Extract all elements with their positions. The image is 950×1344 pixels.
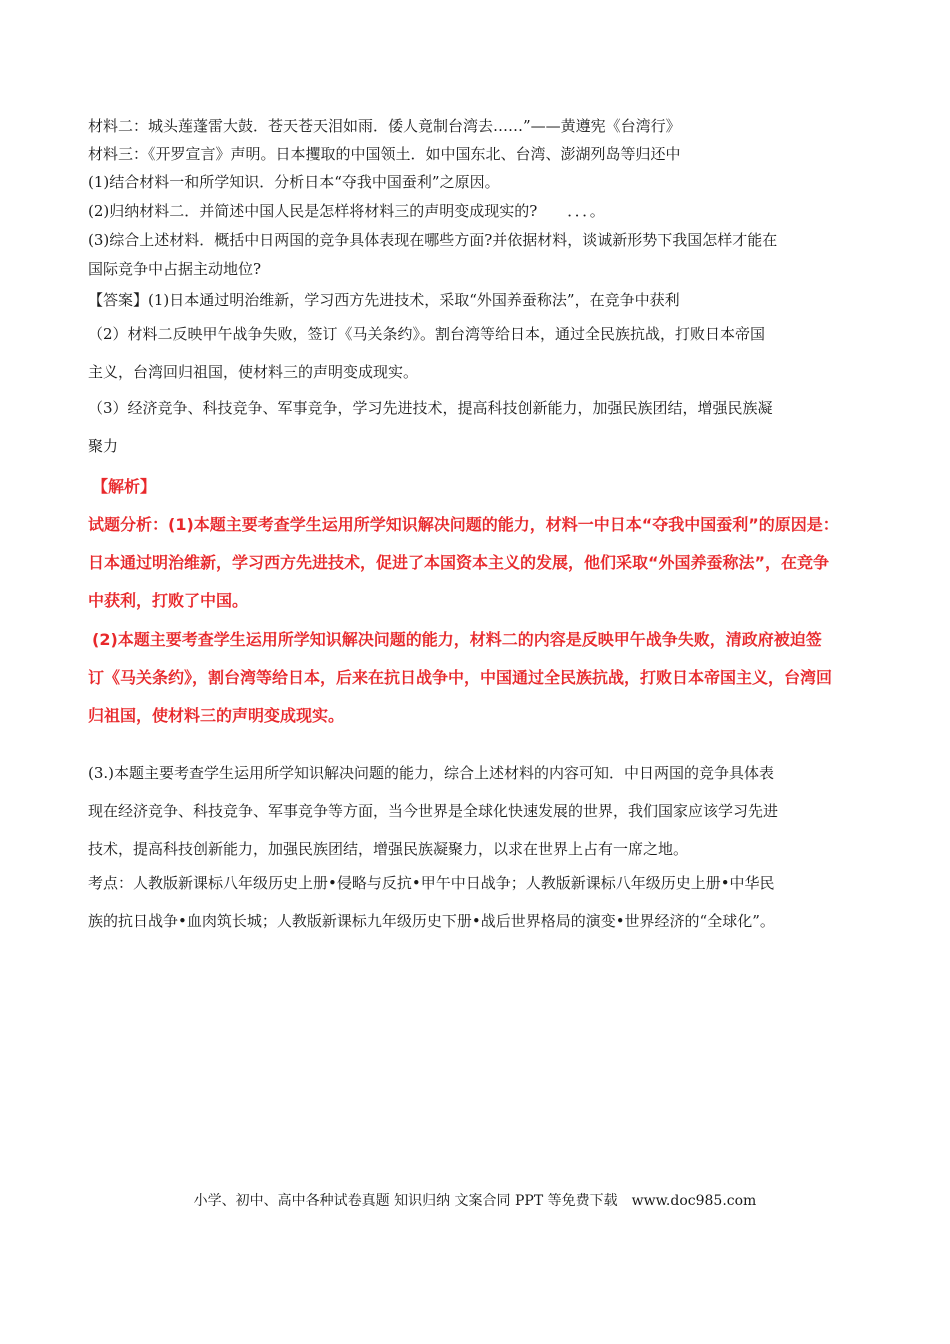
answer-three-line-2: 聚力 bbox=[88, 437, 119, 455]
material-two-line: 材料二：城头莲蓬雷大鼓．苍天苍天泪如雨．倭人竟制台湾去……”——黄遵宪《台湾行》 bbox=[88, 117, 681, 135]
page-footer: 小学、初中、高中各种试卷真题 知识归纳 文案合同 PPT 等免费下载 www.doc985.com bbox=[193, 1193, 757, 1209]
analysis-three-line-2: 现在经济竞争、科技竞争、军事竞争等方面，当今世界是全球化快速发展的世界，我们国家应该学习先进 bbox=[88, 802, 779, 820]
question-one: (1)结合材料一和所学知识．分析日本“夺我中国蚕利”之原因。 bbox=[88, 173, 500, 191]
analysis-one-line-3: 中获利，打败了中国。 bbox=[88, 591, 249, 610]
question-three-line-1: (3)综合上述材料．概括中日两国的竞争具体表现在哪些方面?并依据材料，谈诚新形势下我国怎样才能在 bbox=[88, 231, 778, 249]
analysis-heading: 【解析】 bbox=[92, 477, 157, 496]
question-two: (2)归纳材料二．并简述中国人民是怎样将材料三的声明变成现实的? ．．．。 bbox=[88, 202, 605, 220]
exam-point-line-2: 族的抗日战争•血肉筑长城；人教版新课标九年级历史下册•战后世界格局的演变•世界经济的“全球化”。 bbox=[88, 912, 775, 930]
analysis-three-line-3: 技术，提高科技创新能力，加强民族团结，增强民族凝聚力，以求在世界上占有一席之地。 bbox=[88, 840, 689, 858]
material-three-line: 材料三：《开罗宣言》声明。日本攫取的中国领土．如中国东北、台湾、澎湖列岛等归还中 bbox=[88, 145, 681, 163]
analysis-three-line-1: (3.)本题主要考查学生运用所学知识解决问题的能力，综合上述材料的内容可知．中日两国的竞争具体表 bbox=[88, 764, 775, 782]
answer-two-line-2: 主义，台湾回归祖国，使材料三的声明变成现实。 bbox=[88, 363, 419, 381]
answer-two-line-1: （2）材料二反映甲午战争失败，签订《马关条约》。割台湾等给日本，通过全民族抗战，打败日本帝国 bbox=[88, 325, 766, 343]
analysis-two-line-2: 订《马关条约》，割台湾等给日本，后来在抗日战争中，中国通过全民族抗战，打败日本帝国主义，台湾回 bbox=[88, 668, 833, 687]
analysis-two-line-1: (2)本题主要考查学生运用所学知识解决问题的能力，材料二的内容是反映甲午战争失败，清政府被迫签 bbox=[92, 630, 822, 649]
answer-three-line-1: （3）经济竞争、科技竞争、军事竞争，学习先进技术，提高科技创新能力，加强民族团结，增强民族凝 bbox=[88, 399, 773, 417]
question-three-line-2: 国际竞争中占据主动地位? bbox=[88, 260, 262, 278]
exam-point-line-1: 考点：人教版新课标八年级历史上册•侵略与反抗•甲午中日战争；人教版新课标八年级历史上册•中华民 bbox=[88, 874, 775, 892]
answer-one: 【答案】(1)日本通过明治维新，学习西方先进技术，采取“外国养蚕称法”，在竞争中获利 bbox=[88, 291, 680, 309]
analysis-one-line-2: 日本通过明治维新，学习西方先进技术，促进了本国资本主义的发展，他们采取“外国养蚕称法”，在竞争 bbox=[88, 553, 830, 572]
analysis-two-line-3: 归祖国，使材料三的声明变成现实。 bbox=[88, 706, 345, 725]
analysis-one-line-1: 试题分析：(1)本题主要考查学生运用所学知识解决问题的能力，材料一中日本“夺我中国蚕利”的原因是： bbox=[88, 515, 839, 534]
